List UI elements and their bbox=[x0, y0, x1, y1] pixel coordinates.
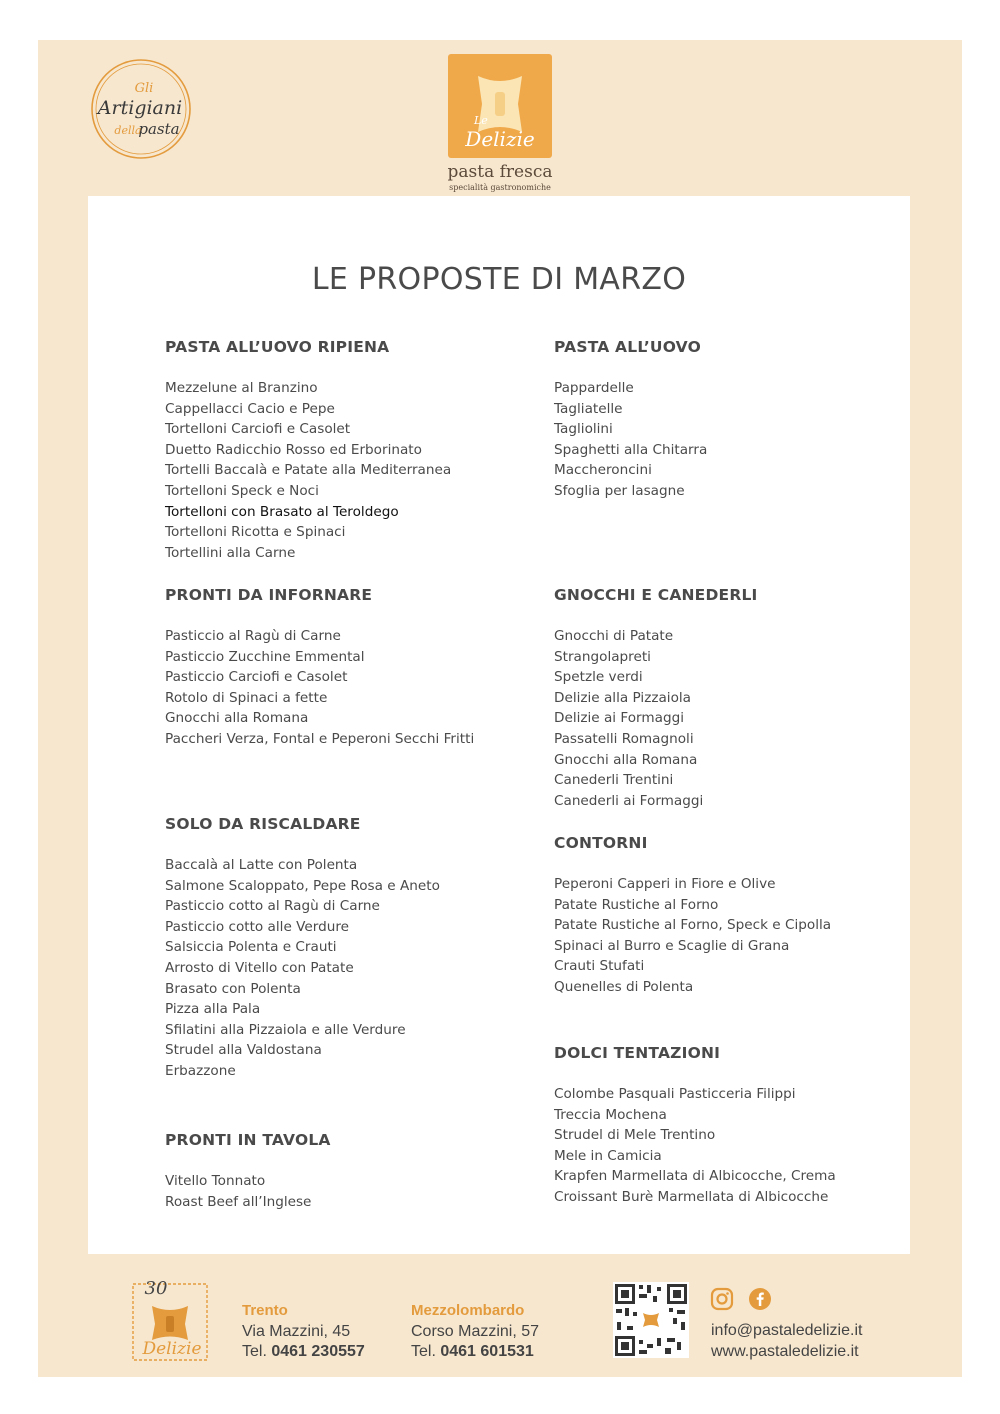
section-pronti-infornare bbox=[165, 586, 474, 750]
menu-item: Quenelles di Polenta bbox=[554, 978, 694, 995]
facebook-icon[interactable] bbox=[748, 1287, 772, 1315]
menu-item: Tagliolini bbox=[554, 421, 613, 438]
menu-item: Delizie alla Pizzaiola bbox=[554, 689, 691, 706]
menu-item: Pizza alla Pala bbox=[165, 1001, 261, 1018]
delizie-caption: pasta fresca bbox=[447, 162, 553, 182]
menu-item: Baccalà al Latte con Polenta bbox=[165, 857, 358, 873]
menu-item: Sfoglia per lasagne bbox=[554, 482, 685, 499]
menu-item: Patate Rustiche al Forno, Speck e Cipolla bbox=[554, 917, 832, 934]
section-heading: SOLO DA RISCALDARE bbox=[165, 815, 361, 833]
delizie-subcaption: specialità gastronomiche bbox=[449, 183, 551, 192]
item-list bbox=[554, 378, 707, 502]
menu-item: Delizie ai Formaggi bbox=[554, 710, 685, 727]
section-heading: DOLCI TENTAZIONI bbox=[554, 1044, 721, 1062]
menu-item: Pasticcio cotto alle Verdure bbox=[165, 918, 349, 935]
section-solo-riscaldare bbox=[165, 815, 440, 1082]
menu-item: Mele in Camicia bbox=[554, 1147, 662, 1164]
menu-item: Strudel alla Valdostana bbox=[165, 1042, 322, 1059]
phone-number[interactable]: Tel. 0461 230557 bbox=[242, 1343, 365, 1360]
menu-item: Strangolapreti bbox=[554, 648, 651, 665]
menu-item: Croissant Burè Marmellata di Albicocche bbox=[554, 1188, 829, 1205]
menu-item: Pasticcio al Ragù di Carne bbox=[165, 628, 341, 644]
city-name: Mezzolombardo bbox=[411, 1302, 525, 1319]
menu-item: Brasato con Polenta bbox=[165, 980, 301, 997]
section-gnocchi-canederli bbox=[554, 586, 758, 811]
menu-item: Canederli Trentini bbox=[554, 772, 674, 789]
item-list bbox=[165, 1171, 331, 1212]
street-address: Via Mazzini, 45 bbox=[242, 1323, 351, 1340]
instagram-icon[interactable] bbox=[710, 1287, 734, 1315]
menu-item: Gnocchi alla Romana bbox=[554, 751, 698, 768]
menu-item: Pappardelle bbox=[554, 380, 634, 396]
menu-item: Maccheroncini bbox=[554, 462, 652, 479]
section-pronti-tavola bbox=[165, 1131, 331, 1212]
svg-text:Delizie: Delizie bbox=[142, 1339, 202, 1359]
menu-item: Gnocchi di Patate bbox=[554, 628, 674, 644]
menu-item: Tortelloni con Brasato al Teroldego bbox=[165, 503, 399, 520]
menu-item: Spinaci al Burro e Scaglie di Grana bbox=[554, 937, 790, 954]
section-heading: PASTA ALL’UOVO RIPIENA bbox=[165, 338, 390, 356]
menu-item: Pasticcio cotto al Ragù di Carne bbox=[165, 898, 380, 915]
menu-item: Tortelloni Speck e Noci bbox=[165, 482, 319, 499]
item-list bbox=[165, 378, 451, 563]
delizie-logo bbox=[446, 54, 554, 192]
menu-item: Roast Beef all’Inglese bbox=[165, 1193, 312, 1210]
svg-text:pasta: pasta bbox=[138, 120, 180, 138]
menu-item: Tortelloni Carciofi e Casolet bbox=[165, 421, 351, 438]
phone-number[interactable]: Tel. 0461 601531 bbox=[411, 1343, 534, 1360]
menu-item: Krapfen Marmellata di Albicocche, Crema bbox=[554, 1168, 836, 1185]
menu-item: Colombe Pasquali Pasticceria Filippi bbox=[554, 1086, 796, 1102]
menu-item: Spetzle verdi bbox=[554, 669, 643, 686]
menu-item: Gnocchi alla Romana bbox=[165, 710, 309, 727]
menu-item: Passatelli Romagnoli bbox=[554, 730, 694, 747]
website-link[interactable]: www.pastaledelizie.it bbox=[711, 1343, 859, 1360]
menu-item: Duetto Radicchio Rosso ed Erborinato bbox=[165, 441, 422, 458]
menu-item: Pasticcio Carciofi e Casolet bbox=[165, 669, 348, 686]
item-list bbox=[554, 1084, 836, 1208]
artigiani-logo bbox=[86, 54, 196, 164]
menu-item: Pasticcio Zucchine Emmental bbox=[165, 648, 365, 665]
menu-item: Crauti Stufati bbox=[554, 958, 645, 975]
svg-text:30: 30 bbox=[144, 1278, 168, 1299]
item-list bbox=[165, 626, 474, 750]
menu-item: Treccia Mochena bbox=[554, 1106, 667, 1123]
footer-30-logo bbox=[130, 1276, 210, 1362]
address-trento bbox=[242, 1302, 365, 1361]
city-name: Trento bbox=[242, 1302, 288, 1319]
menu-item: Arrosto di Vitello con Patate bbox=[165, 959, 354, 976]
menu-item: Sfilatini alla Pizzaiola e alle Verdure bbox=[165, 1021, 406, 1038]
menu-item: Salsiccia Polenta e Crauti bbox=[165, 939, 337, 956]
menu-item: Peperoni Capperi in Fiore e Olive bbox=[554, 876, 776, 892]
menu-item: Vitello Tonnato bbox=[165, 1173, 266, 1189]
item-list bbox=[554, 626, 758, 811]
menu-item: Rotolo di Spinaci a fette bbox=[165, 689, 328, 706]
section-heading: CONTORNI bbox=[554, 834, 648, 852]
svg-text:Delizie: Delizie bbox=[465, 127, 535, 151]
social-links bbox=[710, 1287, 772, 1315]
section-heading: PRONTI DA INFORNARE bbox=[165, 586, 373, 604]
menu-item: Salmone Scaloppato, Pepe Rosa e Aneto bbox=[165, 877, 440, 894]
contact-block bbox=[711, 1320, 862, 1362]
section-heading: PASTA ALL’UOVO bbox=[554, 338, 701, 356]
street-address: Corso Mazzini, 57 bbox=[411, 1323, 540, 1340]
svg-text:Artigiani: Artigiani bbox=[97, 97, 183, 119]
menu-item: Tortellini alla Carne bbox=[165, 544, 296, 561]
menu-item: Cappellacci Cacio e Pepe bbox=[165, 400, 335, 417]
section-pasta-uovo bbox=[554, 338, 707, 502]
menu-item: Strudel di Mele Trentino bbox=[554, 1127, 716, 1144]
menu-item: Spaghetti alla Chitarra bbox=[554, 441, 708, 458]
menu-item: Patate Rustiche al Forno bbox=[554, 896, 719, 913]
section-contorni bbox=[554, 834, 831, 998]
svg-text:Gli: Gli bbox=[134, 81, 154, 96]
page-title: LE PROPOSTE DI MARZO bbox=[311, 262, 687, 297]
menu-item: Mezzelune al Branzino bbox=[165, 380, 318, 396]
section-heading: PRONTI IN TAVOLA bbox=[165, 1131, 331, 1149]
section-dolci-tentazioni bbox=[554, 1044, 836, 1208]
menu-item: Tortelli Baccalà e Patate alla Mediterranea bbox=[165, 462, 452, 479]
section-pasta-ripiena bbox=[165, 338, 451, 563]
section-heading: GNOCCHI E CANEDERLI bbox=[554, 586, 758, 604]
menu-item: Tortelloni Ricotta e Spinaci bbox=[165, 524, 346, 541]
svg-text:Le: Le bbox=[474, 114, 488, 127]
qr-code[interactable] bbox=[613, 1282, 689, 1358]
menu-item: Canederli ai Formaggi bbox=[554, 792, 704, 809]
menu-item: Erbazzone bbox=[165, 1062, 236, 1079]
menu-item: Tagliatelle bbox=[554, 400, 623, 417]
item-list bbox=[165, 855, 440, 1082]
email-link[interactable]: info@pastaledelizie.it bbox=[711, 1322, 863, 1339]
svg-text:della: della bbox=[114, 124, 142, 137]
menu-item: Paccheri Verza, Fontal e Peperoni Secchi Fritti bbox=[165, 730, 475, 747]
item-list bbox=[554, 874, 831, 998]
address-mezzolombardo bbox=[411, 1302, 539, 1361]
